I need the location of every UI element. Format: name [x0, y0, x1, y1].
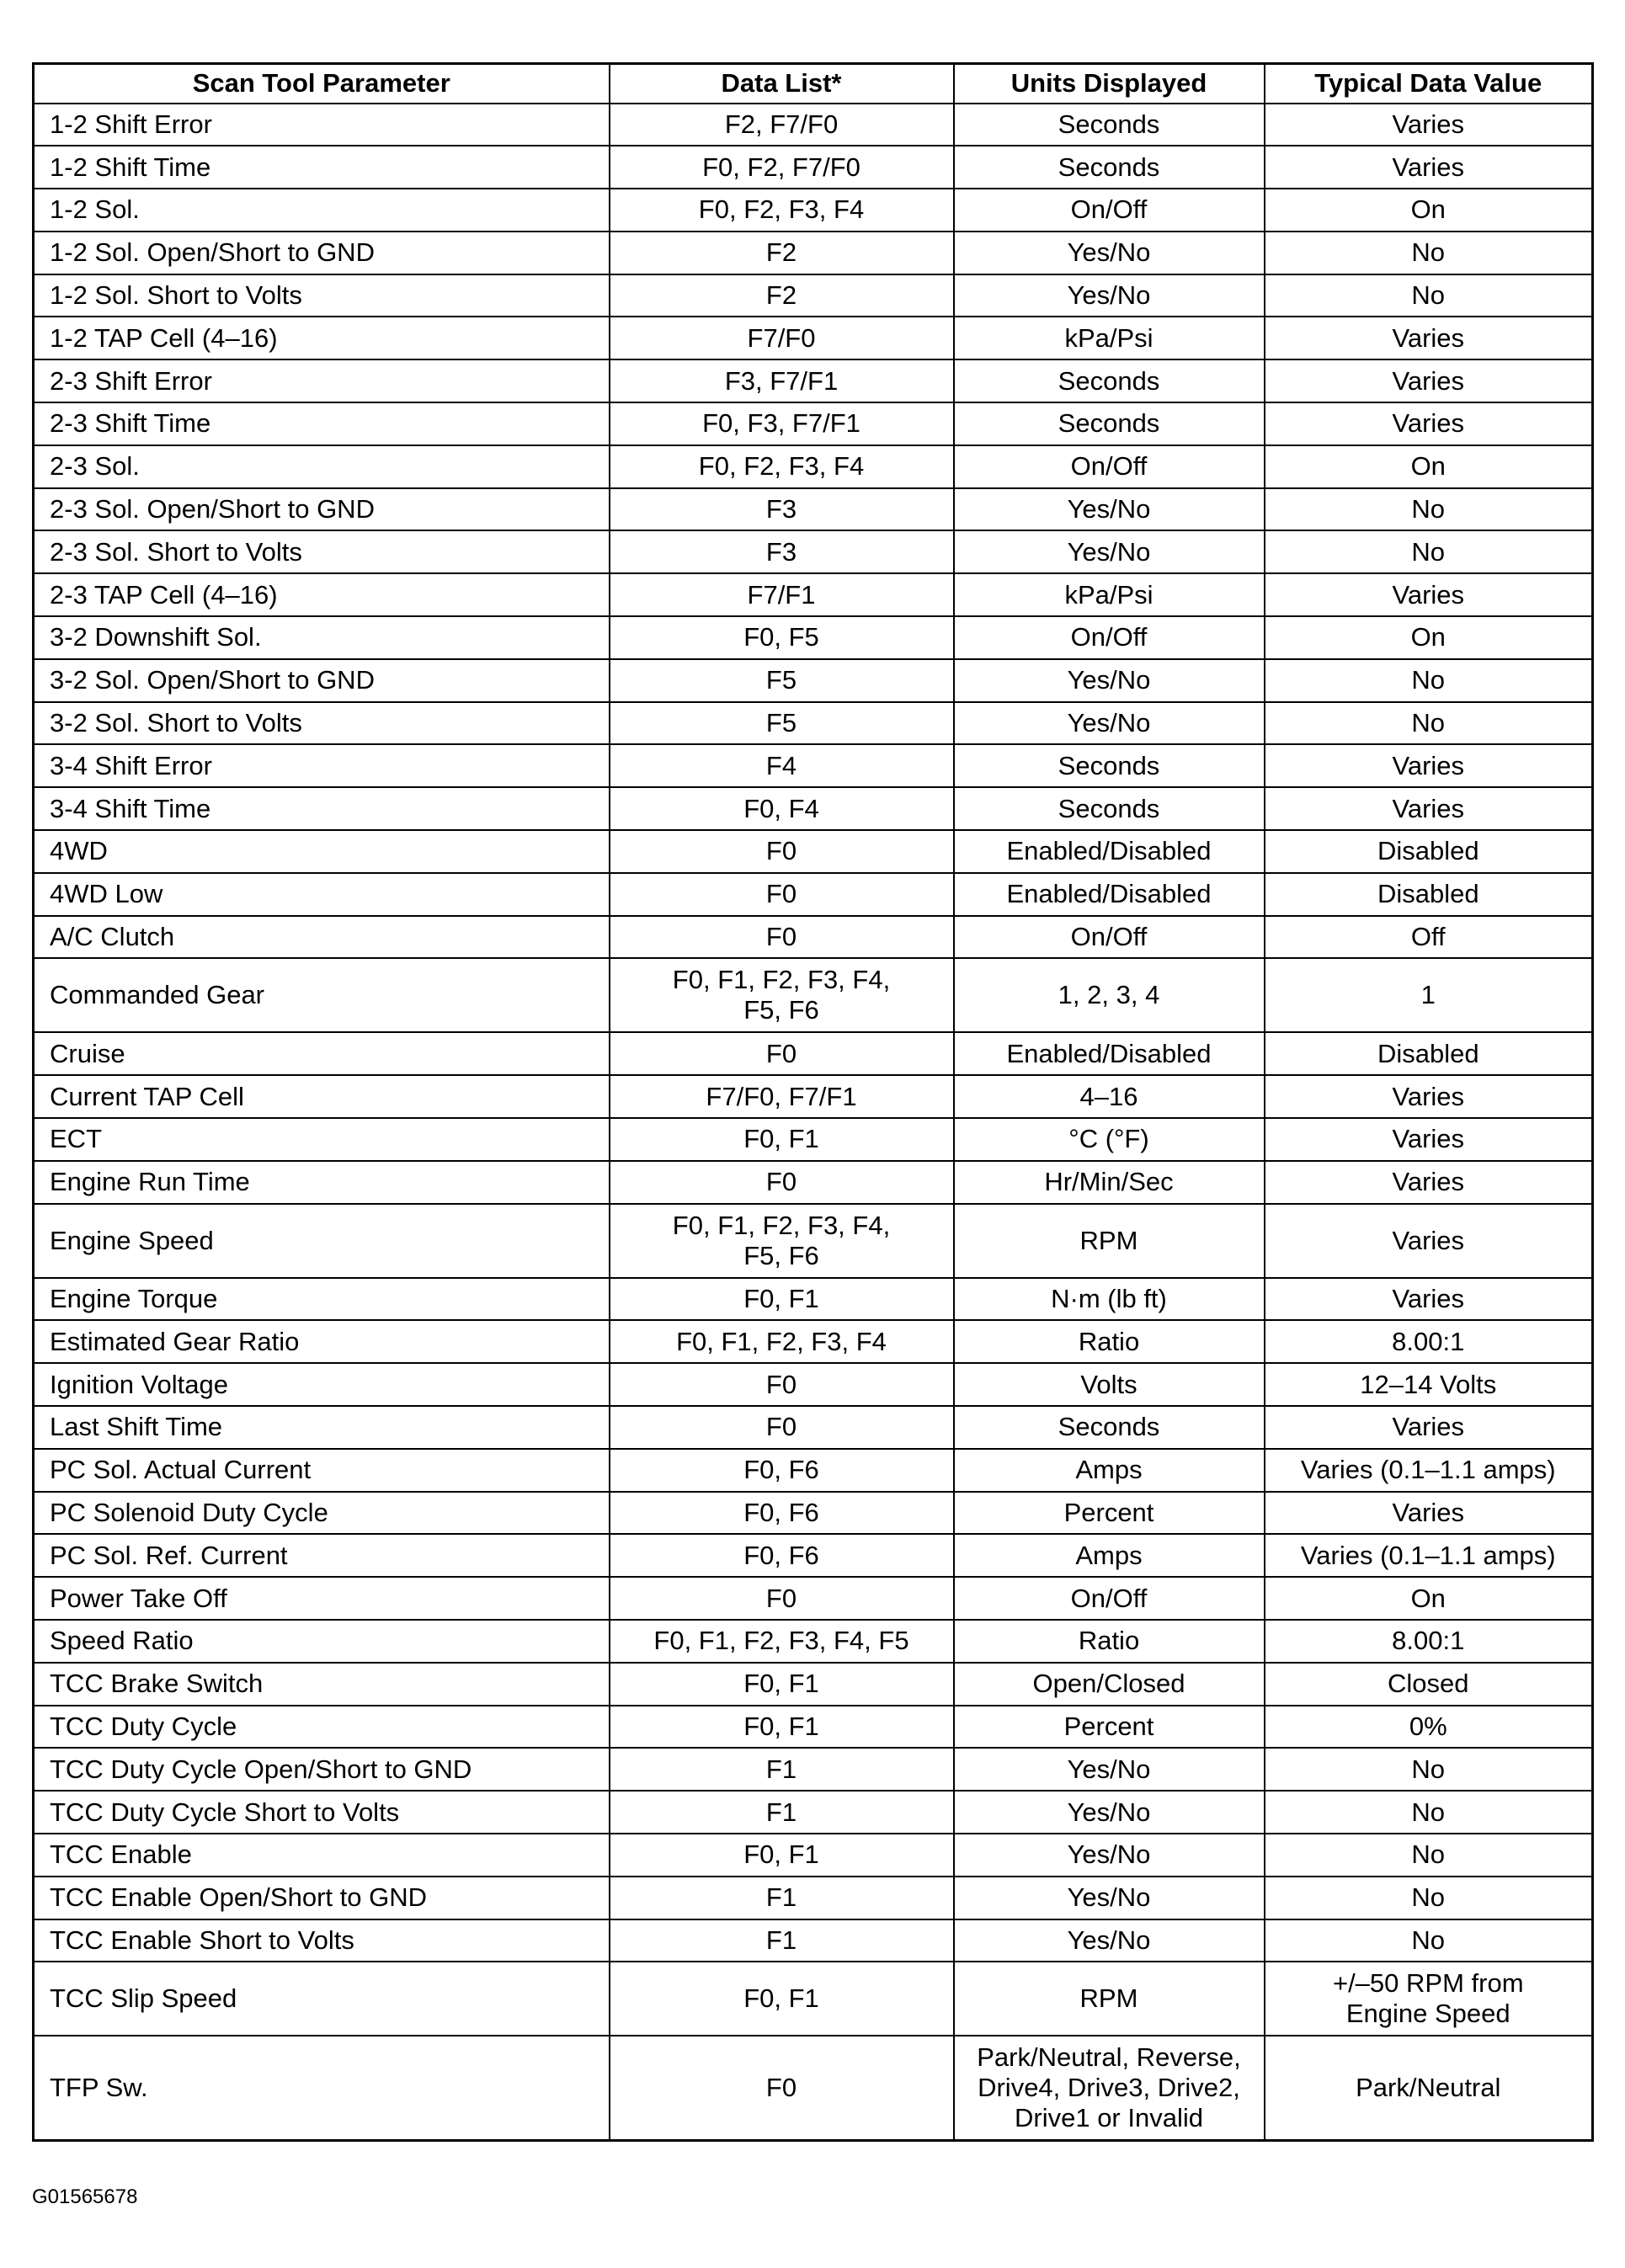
cell-units: Ratio [954, 1620, 1265, 1663]
cell-parameter: Engine Run Time [34, 1161, 610, 1204]
cell-parameter: TCC Enable Short to Volts [34, 1919, 610, 1962]
table-row [34, 873, 1593, 916]
table-row [34, 1075, 1593, 1118]
cell-data-list: F5 [610, 659, 954, 702]
cell-units: On/Off [954, 189, 1265, 232]
table-row [34, 1748, 1593, 1791]
cell-units: Yes/No [954, 1919, 1265, 1962]
table-row [34, 702, 1593, 745]
cell-parameter: 1-2 Shift Time [34, 146, 610, 189]
cell-data-list: F0 [610, 1032, 954, 1075]
cell-typical-value: Off [1265, 916, 1593, 959]
cell-data-list: F5 [610, 702, 954, 745]
cell-typical-value: No [1265, 659, 1593, 702]
cell-units: Enabled/Disabled [954, 873, 1265, 916]
cell-data-list: F0, F2, F3, F4 [610, 189, 954, 232]
cell-parameter: TCC Duty Cycle Open/Short to GND [34, 1748, 610, 1791]
cell-data-list: F0, F4 [610, 787, 954, 830]
cell-data-list: F0, F2, F7/F0 [610, 146, 954, 189]
table-row [34, 1449, 1593, 1492]
table-row [34, 146, 1593, 189]
table-row [34, 1877, 1593, 1919]
cell-units: Amps [954, 1534, 1265, 1577]
cell-units: Yes/No [954, 530, 1265, 573]
cell-data-list: F0, F1 [610, 1962, 954, 2036]
table-row [34, 1620, 1593, 1663]
cell-typical-value: Varies (0.1–1.1 amps) [1265, 1534, 1593, 1577]
table-row [34, 573, 1593, 616]
cell-units: kPa/Psi [954, 317, 1265, 359]
cell-data-list: F1 [610, 1877, 954, 1919]
cell-data-list: F0, F1, F2, F3, F4, F5, F6 [610, 958, 954, 1032]
cell-typical-value: Varies [1265, 573, 1593, 616]
cell-typical-value: Varies [1265, 402, 1593, 445]
cell-units: Open/Closed [954, 1663, 1265, 1706]
table-row [34, 1118, 1593, 1161]
table-row [34, 1320, 1593, 1363]
table-row [34, 787, 1593, 830]
table-row [34, 1962, 1593, 2036]
cell-typical-value: Varies [1265, 317, 1593, 359]
table-row [34, 1577, 1593, 1620]
cell-data-list: F0 [610, 916, 954, 959]
cell-units: Enabled/Disabled [954, 830, 1265, 873]
cell-parameter: 3-2 Sol. Short to Volts [34, 702, 610, 745]
cell-typical-value: Varies (0.1–1.1 amps) [1265, 1449, 1593, 1492]
cell-units: Seconds [954, 359, 1265, 402]
scan-tool-parameter-table [32, 62, 1594, 2142]
cell-parameter: TFP Sw. [34, 2036, 610, 2140]
cell-units: Yes/No [954, 702, 1265, 745]
cell-typical-value: Varies [1265, 1406, 1593, 1449]
cell-typical-value: 12–14 Volts [1265, 1363, 1593, 1406]
cell-data-list: F0, F1 [610, 1118, 954, 1161]
cell-data-list: F7/F0 [610, 317, 954, 359]
cell-parameter: Current TAP Cell [34, 1075, 610, 1118]
table-row [34, 1406, 1593, 1449]
cell-units: Seconds [954, 402, 1265, 445]
cell-units: Seconds [954, 744, 1265, 787]
cell-units: Hr/Min/Sec [954, 1161, 1265, 1204]
cell-parameter: Estimated Gear Ratio [34, 1320, 610, 1363]
cell-typical-value: No [1265, 702, 1593, 745]
cell-parameter: PC Sol. Actual Current [34, 1449, 610, 1492]
cell-units: Seconds [954, 104, 1265, 146]
table-row [34, 274, 1593, 317]
cell-typical-value: No [1265, 488, 1593, 531]
cell-parameter: 2-3 Sol. Open/Short to GND [34, 488, 610, 531]
cell-units: RPM [954, 1204, 1265, 1278]
cell-typical-value: No [1265, 1748, 1593, 1791]
cell-parameter: 4WD Low [34, 873, 610, 916]
cell-parameter: Speed Ratio [34, 1620, 610, 1663]
cell-units: Seconds [954, 146, 1265, 189]
table-row [34, 958, 1593, 1032]
table-row [34, 1919, 1593, 1962]
table-row [34, 402, 1593, 445]
cell-typical-value: On [1265, 445, 1593, 488]
cell-typical-value: Varies [1265, 1118, 1593, 1161]
cell-data-list: F0, F6 [610, 1449, 954, 1492]
cell-typical-value: No [1265, 530, 1593, 573]
table-row [34, 1161, 1593, 1204]
cell-data-list: F2 [610, 274, 954, 317]
cell-parameter: Engine Torque [34, 1278, 610, 1321]
cell-data-list: F0, F1 [610, 1834, 954, 1877]
table-row [34, 1791, 1593, 1834]
cell-units: kPa/Psi [954, 573, 1265, 616]
cell-typical-value: Varies [1265, 1204, 1593, 1278]
table-row [34, 2036, 1593, 2140]
cell-parameter: 3-2 Downshift Sol. [34, 616, 610, 659]
table-row [34, 1204, 1593, 1278]
cell-data-list: F7/F0, F7/F1 [610, 1075, 954, 1118]
cell-data-list: F0, F1, F2, F3, F4 [610, 1320, 954, 1363]
figure-id: G01565678 [32, 2185, 138, 2208]
cell-parameter: TCC Enable [34, 1834, 610, 1877]
table-row [34, 659, 1593, 702]
cell-typical-value: Varies [1265, 359, 1593, 402]
cell-units: Yes/No [954, 488, 1265, 531]
cell-parameter: 2-3 TAP Cell (4–16) [34, 573, 610, 616]
table-row [34, 1534, 1593, 1577]
cell-data-list: F4 [610, 744, 954, 787]
table-row [34, 317, 1593, 359]
cell-parameter: TCC Slip Speed [34, 1962, 610, 2036]
cell-data-list: F0, F3, F7/F1 [610, 402, 954, 445]
cell-parameter: 2-3 Shift Time [34, 402, 610, 445]
cell-units: °C (°F) [954, 1118, 1265, 1161]
cell-parameter: 2-3 Sol. [34, 445, 610, 488]
cell-typical-value: On [1265, 616, 1593, 659]
table-row [34, 445, 1593, 488]
table-row [34, 616, 1593, 659]
cell-data-list: F2 [610, 232, 954, 274]
cell-typical-value: No [1265, 1791, 1593, 1834]
cell-parameter: TCC Enable Open/Short to GND [34, 1877, 610, 1919]
table-row [34, 1834, 1593, 1877]
cell-typical-value: 1 [1265, 958, 1593, 1032]
cell-typical-value: No [1265, 274, 1593, 317]
table-row [34, 488, 1593, 531]
cell-typical-value: No [1265, 232, 1593, 274]
table-row [34, 1278, 1593, 1321]
table-body [34, 104, 1593, 2141]
cell-data-list: F1 [610, 1791, 954, 1834]
cell-typical-value: 8.00:1 [1265, 1620, 1593, 1663]
table-row [34, 232, 1593, 274]
table-row [34, 359, 1593, 402]
cell-typical-value: No [1265, 1877, 1593, 1919]
table-header-row [34, 64, 1593, 104]
cell-units: 1, 2, 3, 4 [954, 958, 1265, 1032]
cell-units: Yes/No [954, 1791, 1265, 1834]
cell-units: Ratio [954, 1320, 1265, 1363]
cell-parameter: Cruise [34, 1032, 610, 1075]
cell-parameter: 3-4 Shift Error [34, 744, 610, 787]
cell-parameter: Engine Speed [34, 1204, 610, 1278]
cell-data-list: F0, F2, F3, F4 [610, 445, 954, 488]
cell-typical-value: No [1265, 1919, 1593, 1962]
cell-typical-value: Varies [1265, 146, 1593, 189]
cell-units: Park/Neutral, Reverse, Drive4, Drive3, Drive2, Drive1 or Invalid [954, 2036, 1265, 2140]
header-data-list: Data List* [610, 64, 954, 104]
cell-units: On/Off [954, 616, 1265, 659]
header-units-displayed: Units Displayed [954, 64, 1265, 104]
cell-data-list: F0, F1, F2, F3, F4, F5 [610, 1620, 954, 1663]
cell-units: Enabled/Disabled [954, 1032, 1265, 1075]
cell-units: Yes/No [954, 659, 1265, 702]
cell-data-list: F3 [610, 530, 954, 573]
cell-typical-value: No [1265, 1834, 1593, 1877]
cell-data-list: F0 [610, 1577, 954, 1620]
cell-units: Seconds [954, 1406, 1265, 1449]
cell-units: Percent [954, 1492, 1265, 1535]
cell-data-list: F0, F1 [610, 1278, 954, 1321]
table-row [34, 104, 1593, 146]
cell-data-list: F2, F7/F0 [610, 104, 954, 146]
cell-typical-value: Varies [1265, 744, 1593, 787]
cell-parameter: TCC Duty Cycle Short to Volts [34, 1791, 610, 1834]
table-row [34, 1663, 1593, 1706]
cell-parameter: Power Take Off [34, 1577, 610, 1620]
cell-data-list: F0, F1 [610, 1663, 954, 1706]
cell-parameter: 2-3 Shift Error [34, 359, 610, 402]
cell-data-list: F0, F6 [610, 1492, 954, 1535]
table-row [34, 1706, 1593, 1749]
cell-units: Seconds [954, 787, 1265, 830]
cell-units: Yes/No [954, 232, 1265, 274]
cell-units: Yes/No [954, 1748, 1265, 1791]
cell-typical-value: On [1265, 189, 1593, 232]
cell-units: Percent [954, 1706, 1265, 1749]
cell-typical-value: Varies [1265, 104, 1593, 146]
cell-parameter: PC Sol. Ref. Current [34, 1534, 610, 1577]
cell-typical-value: +/–50 RPM from Engine Speed [1265, 1962, 1593, 2036]
cell-typical-value: Varies [1265, 1161, 1593, 1204]
table-row [34, 830, 1593, 873]
table-row [34, 916, 1593, 959]
cell-units: N·m (lb ft) [954, 1278, 1265, 1321]
cell-typical-value: Closed [1265, 1663, 1593, 1706]
cell-data-list: F3 [610, 488, 954, 531]
cell-parameter: 1-2 TAP Cell (4–16) [34, 317, 610, 359]
cell-data-list: F0 [610, 1406, 954, 1449]
cell-units: Volts [954, 1363, 1265, 1406]
cell-parameter: ECT [34, 1118, 610, 1161]
cell-parameter: Last Shift Time [34, 1406, 610, 1449]
table-row [34, 1363, 1593, 1406]
cell-typical-value: Disabled [1265, 1032, 1593, 1075]
table-row [34, 744, 1593, 787]
cell-data-list: F1 [610, 1919, 954, 1962]
cell-data-list: F3, F7/F1 [610, 359, 954, 402]
cell-units: RPM [954, 1962, 1265, 2036]
cell-parameter: 1-2 Sol. Short to Volts [34, 274, 610, 317]
cell-parameter: Commanded Gear [34, 958, 610, 1032]
cell-units: On/Off [954, 445, 1265, 488]
cell-typical-value: Varies [1265, 1075, 1593, 1118]
cell-parameter: 4WD [34, 830, 610, 873]
table-row [34, 1032, 1593, 1075]
cell-typical-value: 0% [1265, 1706, 1593, 1749]
cell-units: 4–16 [954, 1075, 1265, 1118]
cell-parameter: TCC Brake Switch [34, 1663, 610, 1706]
cell-units: Amps [954, 1449, 1265, 1492]
cell-data-list: F7/F1 [610, 573, 954, 616]
cell-parameter: 3-4 Shift Time [34, 787, 610, 830]
cell-data-list: F0, F1, F2, F3, F4, F5, F6 [610, 1204, 954, 1278]
table-row [34, 189, 1593, 232]
cell-data-list: F1 [610, 1748, 954, 1791]
cell-typical-value: 8.00:1 [1265, 1320, 1593, 1363]
cell-parameter: 1-2 Sol. Open/Short to GND [34, 232, 610, 274]
cell-typical-value: Disabled [1265, 830, 1593, 873]
table-row [34, 1492, 1593, 1535]
cell-typical-value: Varies [1265, 1278, 1593, 1321]
cell-parameter: TCC Duty Cycle [34, 1706, 610, 1749]
cell-parameter: 1-2 Shift Error [34, 104, 610, 146]
cell-data-list: F0, F6 [610, 1534, 954, 1577]
header-typical-data-value: Typical Data Value [1265, 64, 1593, 104]
cell-typical-value: On [1265, 1577, 1593, 1620]
cell-typical-value: Varies [1265, 1492, 1593, 1535]
table-row [34, 530, 1593, 573]
cell-parameter: A/C Clutch [34, 916, 610, 959]
cell-units: Yes/No [954, 1877, 1265, 1919]
cell-units: Yes/No [954, 1834, 1265, 1877]
header-scan-tool-parameter: Scan Tool Parameter [34, 64, 610, 104]
cell-typical-value: Park/Neutral [1265, 2036, 1593, 2140]
cell-data-list: F0, F1 [610, 1706, 954, 1749]
cell-typical-value: Disabled [1265, 873, 1593, 916]
cell-data-list: F0 [610, 830, 954, 873]
cell-parameter: 1-2 Sol. [34, 189, 610, 232]
cell-data-list: F0 [610, 873, 954, 916]
cell-units: On/Off [954, 1577, 1265, 1620]
cell-data-list: F0 [610, 1363, 954, 1406]
cell-typical-value: Varies [1265, 787, 1593, 830]
cell-parameter: 3-2 Sol. Open/Short to GND [34, 659, 610, 702]
cell-data-list: F0 [610, 2036, 954, 2140]
cell-units: Yes/No [954, 274, 1265, 317]
cell-parameter: PC Solenoid Duty Cycle [34, 1492, 610, 1535]
cell-data-list: F0, F5 [610, 616, 954, 659]
cell-parameter: Ignition Voltage [34, 1363, 610, 1406]
cell-parameter: 2-3 Sol. Short to Volts [34, 530, 610, 573]
cell-units: On/Off [954, 916, 1265, 959]
cell-data-list: F0 [610, 1161, 954, 1204]
